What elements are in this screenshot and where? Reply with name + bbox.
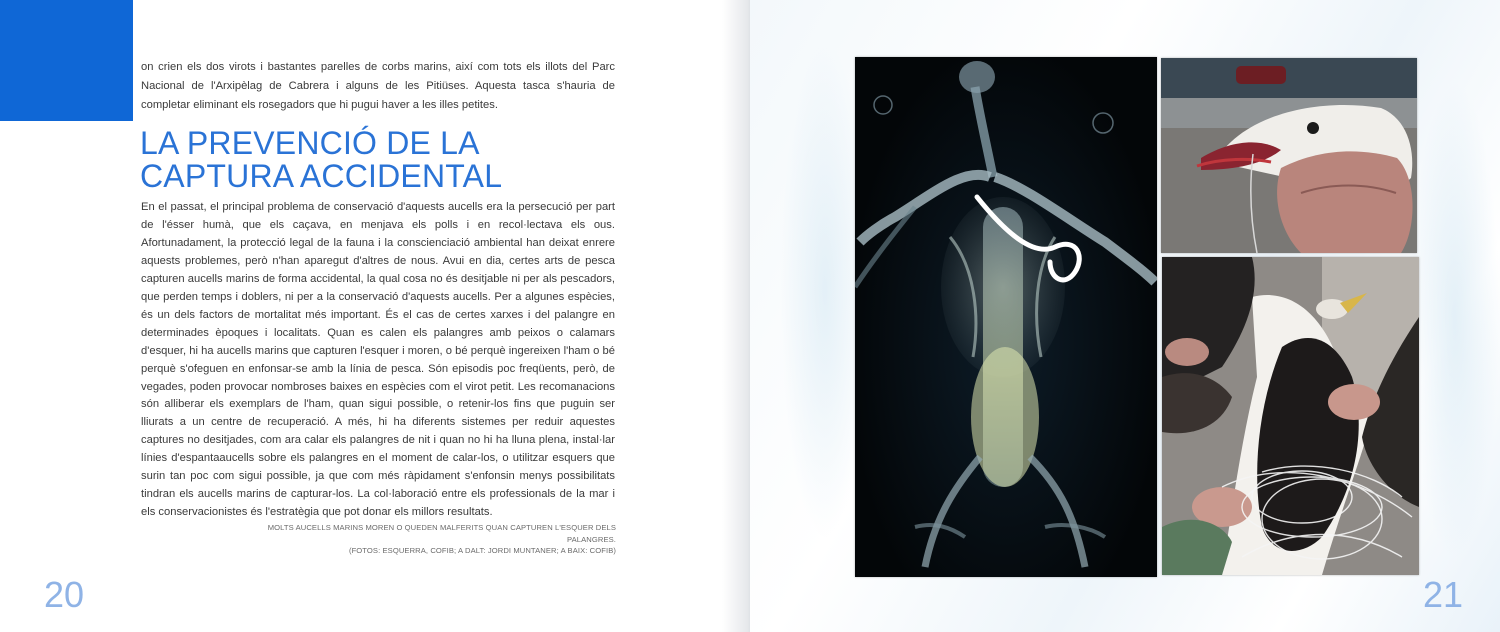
section-heading	[140, 127, 620, 193]
blue-corner-block	[0, 0, 133, 121]
page-number-right: 21	[1423, 574, 1464, 615]
watercolor-wash	[1410, 80, 1500, 560]
heading-line-2: CAPTURA ACCIDENTAL	[140, 158, 503, 194]
intro-paragraph: on crien els dos virots i bastantes parelles de corbs marins, així com tots els illots del Parc Nacional de l'Arxipèlag de Cabrera i alguns de les Pitiüses. Aquesta tasca s'hauria de completar eliminant els rosegadors que hi pugui haver a les illes petites.	[141, 61, 615, 112]
rescue-photo	[1162, 257, 1419, 575]
photo-caption	[240, 522, 616, 557]
xray-photo	[855, 57, 1157, 577]
caption-line-2: (FOTOS: ESQUERRA, COFIB; A DALT: JORDI MUNTANER; A BAIX: COFIB)	[348, 546, 616, 555]
gull-photo	[1161, 58, 1417, 253]
caption-line-1: MOLTS AUCELLS MARINS MOREN O QUEDEN MALFERITS QUAN CAPTUREN L'ESQUER DELS PALANGRES.	[267, 523, 616, 544]
body-paragraph: En el passat, el principal problema de conservació d'aquests aucells era la persecució per part de l'ésser humà, que els caçava, en menjava els polls i en recol·lectava els ous. Afortunadament, la protecció legal de la fauna i la conscienciació ambiental han deixat enrere aquests problemes, però n'han aparegut d'altres de nous. Avui en dia, certes arts de pesca capturen aucells marins de forma accidental, la qual cosa no és desitjable ni per als pescadors, que perden temps i doblers, ni per a la conservació d'aquests aucells. Per a algunes espècies, és un dels factors de mortalitat més important. És el cas de certes xarxes i del palangre en determinades èpoques i localitats. Quan es calen els palangres amb peixos o calamars d'esquer, hi ha aucells marins que capturen l'esquer i moren, o bé perquè ingereixen l'ham o bé perquè s'ofeguen en enfonsar-se amb la línia de pesca. Són episodis poc freqüents, però, de vegades, poden provocar nombroses baixes en espècies com el virot petit. Les recomanacions són alliberar els exemplars de l'ham, quan sigui possible, o retenir-los fins que puguin ser lliurats a un centre de recuperació. A més, hi ha diferents sistemes per reduir aquestes captures no desitjades, com ara calar els palangres de nit i quan no hi ha lluna plena, instal·lar línies d'espantaaucells sobre els palangres en el moment de calar-los, o utilitzar esquers que surin tan poc com sigui possible, ja que com més ràpidament s'enfonsin menys possibilitats tindran els aucells marins de capturar-los. La col·laboració entre els professionals de la mar i els conservacionistes és l'estratègia que pot donar els millors resultats.	[141, 201, 615, 519]
rescue-illustration	[1162, 257, 1419, 575]
page-number-left: 20	[44, 574, 85, 615]
gull-illustration	[1161, 58, 1417, 253]
xray-illustration	[855, 57, 1157, 577]
heading-line-1: LA PREVENCIÓ DE LA	[140, 125, 480, 161]
